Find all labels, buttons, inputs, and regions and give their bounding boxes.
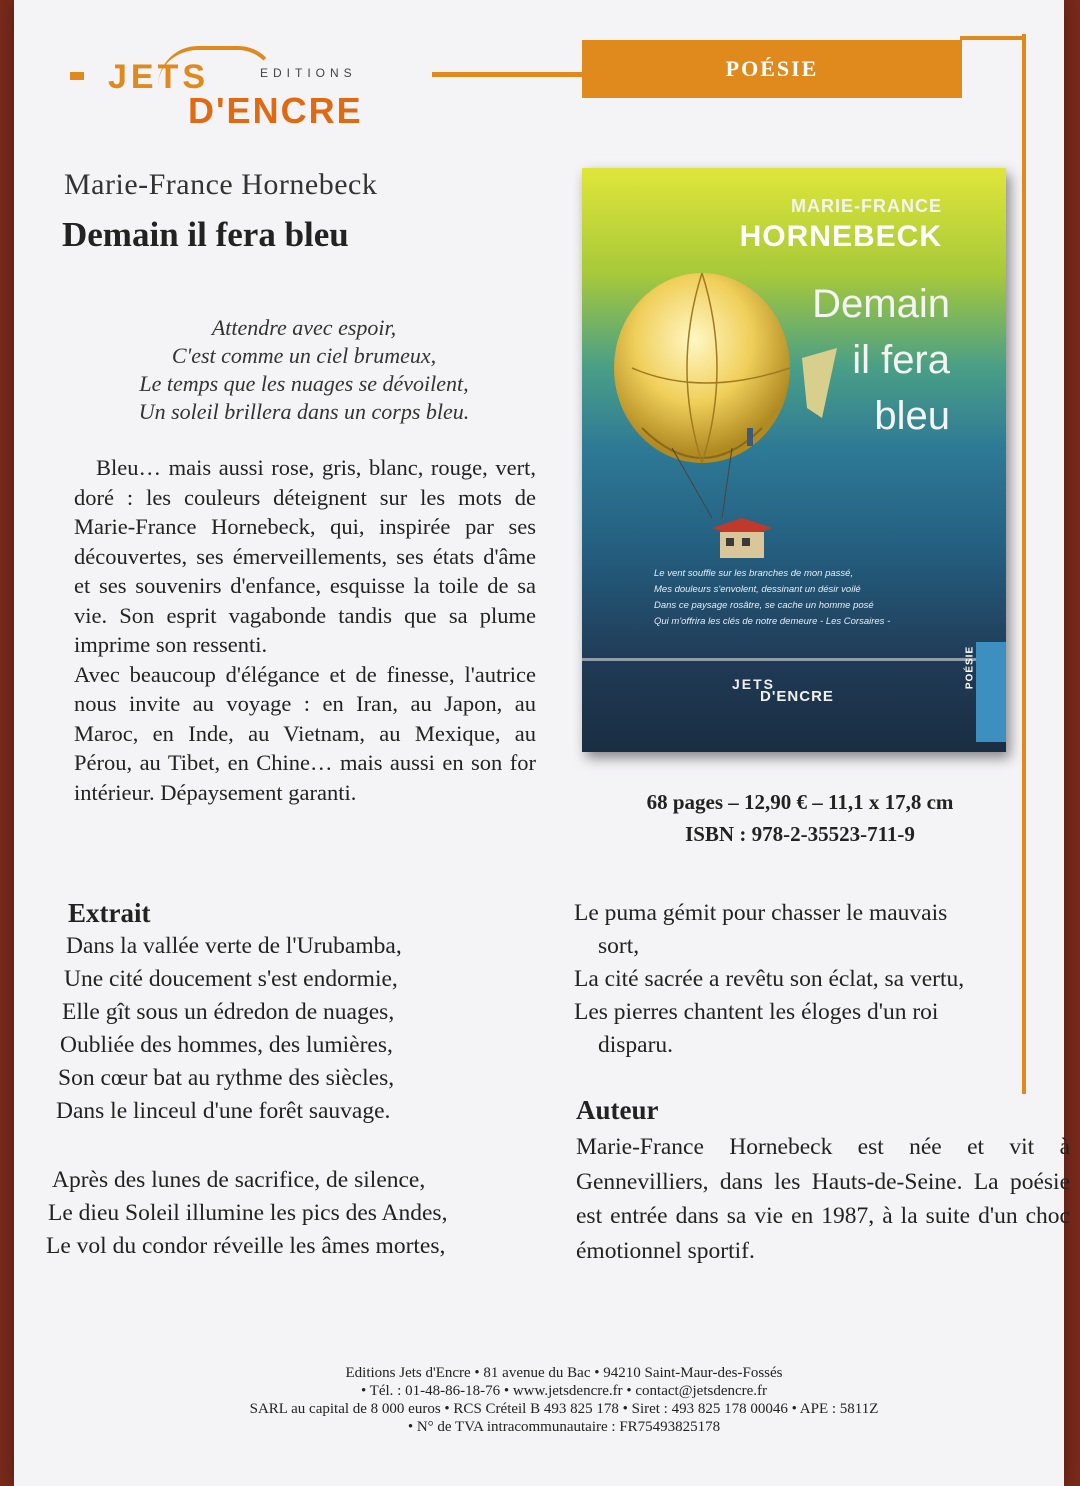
cover-blurb — [654, 566, 954, 630]
auteur-text: Marie-France Hornebeck est née et vit à Gennevilliers, dans les Hauts-de-Seine. La poésie est entrée dans sa vie en 1987, à la suite d'un choc émotionnel sportif. — [576, 1134, 1070, 1264]
book-title: Demain il fera bleu — [62, 215, 349, 254]
description-paragraph: Bleu… mais aussi rose, gris, blanc, rouge, vert, doré : les couleurs déteignent sur les mots de Marie-France Hornebeck, qui, inspirée par ses découvertes, ses émerveillements, ses états d'âme et ses souvenirs d'enfance, esquisse la toile de sa vie. Son esprit vagabonde tandis que sa plume imprime son ressenti. — [74, 455, 536, 657]
cover-title — [770, 276, 950, 444]
cover-logo-jets: JETS — [732, 676, 776, 692]
footer-line: • Tél. : 01-48-86-18-76 • www.jetsdencre.fr • contact@jetsdencre.fr — [360, 1383, 768, 1399]
extrait-left-column — [46, 930, 546, 1263]
poem-line: Oubliée des hommes, des lumières, — [60, 1032, 393, 1058]
cover-blurb-line: Dans ce paysage rosâtre, se cache un homme posé — [654, 600, 874, 611]
epigraph-line: C'est comme un ciel brumeux, — [171, 343, 437, 368]
logo-editions: EDITIONS — [260, 66, 357, 80]
epigraph-line: Un soleil brillera dans un corps bleu. — [138, 399, 470, 424]
cover-title-line: bleu — [874, 394, 950, 438]
auteur-heading: Auteur — [576, 1095, 659, 1125]
poem-line: Elle gît sous un édredon de nuages, — [62, 999, 395, 1025]
epigraph — [94, 314, 514, 426]
cover-blurb-line: Mes douleurs s'envolent, dessinant un désir voilé — [654, 584, 861, 595]
publication-info — [610, 786, 990, 850]
cover-author-last: HORNEBECK — [739, 220, 942, 253]
poem-line: La cité sacrée a revêtu son éclat, sa vertu, — [574, 966, 965, 992]
cover-logo-dencre: D'ENCRE — [760, 688, 834, 705]
poem-line: Le puma gémit pour chasser le mauvais — [574, 900, 948, 926]
cover-title-line: il fera — [852, 338, 950, 382]
logo-dencre: D'ENCRE — [188, 90, 363, 131]
cover-blurb-line: Qui m'offrira les clés de notre demeure - Les Corsaires - — [654, 616, 891, 627]
publisher-footer — [184, 1364, 944, 1436]
logo-dot — [70, 72, 84, 80]
poem-line: Le dieu Soleil illumine les pics des Andes, — [48, 1200, 448, 1226]
footer-line: Editions Jets d'Encre • 81 avenue du Bac • 94210 Saint-Maur-des-Fossés — [345, 1365, 783, 1381]
author-name: Marie-France Hornebeck — [64, 168, 378, 201]
pub-details: 68 pages – 12,90 € – 11,1 x 17,8 cm — [646, 790, 954, 814]
poem-line-continuation: sort, — [598, 933, 640, 959]
isbn: ISBN : 978-2-35523-711-9 — [685, 822, 915, 846]
description-paragraph: Avec beaucoup d'élégance et de finesse, l'autrice nous invite au voyage : en Iran, au Japon, au Maroc, en Inde, au Vietnam, au Mexique, au Pérou, au Tibet, en Chine… mais aussi en son for intérieur. Dépaysement garanti. — [74, 661, 536, 805]
poem-line: Dans la vallée verte de l'Urubamba, — [66, 933, 402, 959]
cover-spine-band — [976, 642, 1006, 742]
poem-line-continuation: disparu. — [598, 1032, 674, 1058]
description — [74, 453, 536, 807]
cover-title-line: Demain — [812, 282, 950, 326]
footer-line: • N° de TVA intracommunautaire : FR75493825178 — [407, 1419, 721, 1435]
cover-author-first: MARIE-FRANCE — [791, 196, 942, 216]
cover-blurb-line: Le vent souffle sur les branches de mon passé, — [654, 568, 854, 579]
publisher-logo — [50, 40, 410, 130]
cover-spine-label: POÉSIE — [964, 645, 976, 690]
genre-tab: POÉSIE — [582, 40, 962, 98]
poem-line: Le vol du condor réveille les âmes mortes, — [46, 1233, 446, 1259]
extrait-heading: Extrait — [68, 898, 151, 928]
flyer-sheet — [14, 0, 1070, 1486]
extrait-right-column — [574, 897, 1044, 1062]
poem-line: Son cœur bat au rythme des siècles, — [58, 1065, 395, 1091]
footer-line: SARL au capital de 8 000 euros • RCS Créteil B 493 825 178 • Siret : 493 825 178 00046 • APE : 5811Z — [249, 1401, 879, 1417]
cover-crease — [582, 658, 1006, 661]
logo-jets: JETS — [108, 58, 210, 96]
book-cover — [582, 168, 1006, 752]
epigraph-line: Attendre avec espoir, — [211, 315, 397, 340]
poem-line: Dans le linceul d'une forêt sauvage. — [56, 1098, 391, 1124]
orange-rule-top — [960, 36, 1024, 40]
orange-rule — [432, 72, 582, 77]
epigraph-line: Le temps que les nuages se dévoilent, — [139, 371, 469, 396]
poem-line: Les pierres chantent les éloges d'un roi — [574, 999, 939, 1025]
poem-line: Après des lunes de sacrifice, de silence, — [52, 1167, 426, 1193]
poem-line: Une cité doucement s'est endormie, — [64, 966, 398, 992]
stanza-gap — [46, 1128, 546, 1164]
